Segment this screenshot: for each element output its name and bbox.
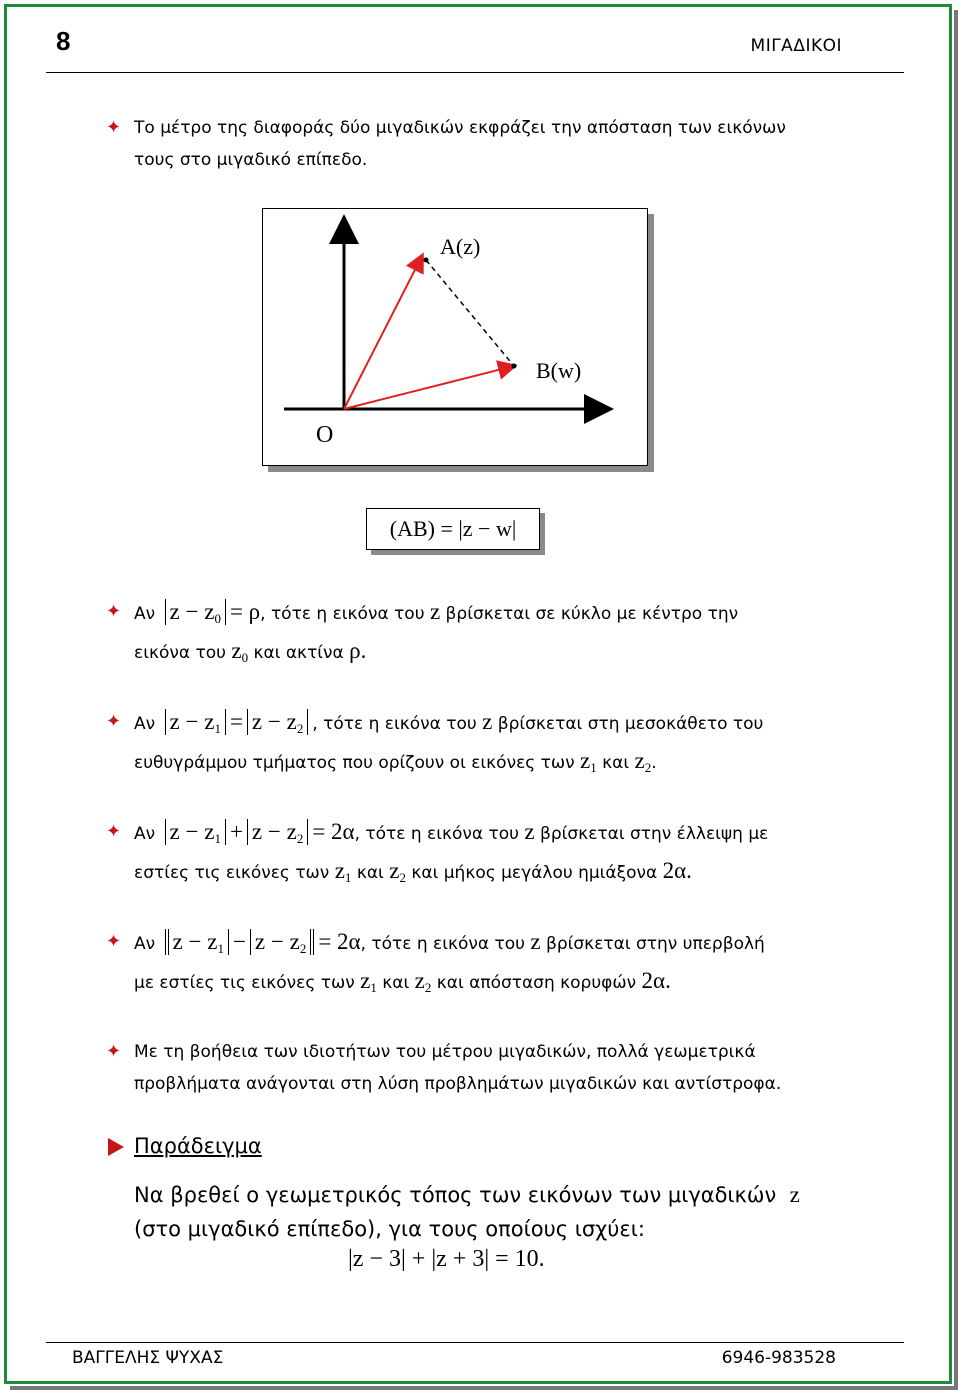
star-bullet-icon: ✦: [106, 601, 122, 622]
example-line-1: Να βρεθεί ο γεωμετρικός τόπος των εικόνων των μιγαδικών z: [134, 1182, 800, 1207]
var-z: z: [429, 599, 441, 624]
bullet-geometry: [108, 1036, 868, 1100]
bullet-circle-line-1: Αν $z - z_0 = \rho$, τότε η εικόνα του z βρίσκεται σε κύκλο με κέντρο την: [134, 599, 739, 626]
bullet-hyperbola-line-2: με εστίες τις εικόνες των $z_1$ και $z_2$ και απόσταση κορυφών 2α.: [134, 968, 671, 995]
bullet-geometry-line-1: Με τη βοήθεια των ιδιοτήτων του μέτρου μιγαδικών, πολλά γεωμετρικά: [134, 1042, 756, 1062]
footer-phone: 6946-983528: [721, 1348, 836, 1368]
point-b: [512, 364, 517, 369]
bullet-bisector-line-1: Αν $z - z_1 = z - z_2$ , τότε η εικόνα του z βρίσκεται στη μεσοκάθετο του: [134, 709, 764, 736]
vector-ob: [344, 366, 514, 409]
footer-author: ΒΑΓΓΕΛΗΣ ΨΥΧΑΣ: [72, 1348, 224, 1368]
intro-paragraph: [108, 112, 868, 176]
complex-plane-figure: [262, 208, 646, 464]
star-bullet-icon: ✦: [106, 1041, 122, 1062]
star-bullet-icon: ✦: [106, 931, 122, 952]
star-bullet-icon: ✦: [106, 711, 122, 732]
example-text: [134, 1178, 874, 1246]
star-bullet-icon: ✦: [106, 117, 122, 138]
footer-rule: [46, 1342, 904, 1343]
label-o: O: [316, 422, 334, 448]
text1: , τότε η εικόνα του: [260, 604, 430, 624]
bullet-hyperbola-line-1: Αν $z - z_1 - z - z_2 = 2\alpha$, τότε η εικόνα του z βρίσκεται στην υπερβολή: [134, 929, 765, 956]
bullet-ellipse: [108, 816, 868, 894]
bullet-ellipse-line-1: Αν $z - z_1 + z - z_2 = 2\alpha$, τότε η εικόνα του z βρίσκεται στην έλλειψη με: [134, 819, 769, 846]
star-bullet-icon: ✦: [106, 821, 122, 842]
example-title: Παράδειγμα: [134, 1134, 262, 1158]
segment-ab: [426, 260, 514, 366]
intro-line-1: Το μέτρο της διαφοράς δύο μιγαδικών εκφράζει την απόσταση των εικόνων: [134, 118, 786, 138]
intro-line-2: τους στο μιγαδικό επίπεδο.: [134, 150, 368, 170]
bullet-ellipse-line-2: εστίες τις εικόνες των $z_1$ και $z_2$ και μήκος μεγάλου ημιάξονα 2α.: [134, 858, 692, 885]
play-arrow-icon: [108, 1138, 124, 1156]
header-rule: [46, 72, 904, 73]
label-a: A(z): [440, 234, 481, 259]
bullet-bisector-line-2: ευθυγράμμου τμήματος που ορίζουν οι εικόνες των $z_1$ και $z_2$.: [134, 748, 657, 775]
bullet-circle-line-2: εικόνα του $z_0$ και ακτίνα ρ.: [134, 638, 367, 665]
page-number: 8: [56, 26, 71, 56]
example-line-2: (στο μιγαδικό επίπεδο), για τους οποίους ισχύει:: [134, 1217, 645, 1241]
example-equation: |z − 3| + |z + 3| = 10.: [348, 1246, 545, 1272]
bullet-hyperbola: [108, 926, 868, 1004]
point-a: [424, 258, 429, 263]
bullet-geometry-line-2: προβλήματα ανάγονται στη λύση προβλημάτων μιγαδικών και αντίστροφα.: [134, 1074, 782, 1094]
vector-oa: [344, 256, 422, 409]
bullet-circle: [108, 596, 868, 674]
prefix: Αν: [134, 604, 156, 624]
text2: βρίσκεται σε κύκλο με κέντρο την: [440, 604, 739, 624]
distance-formula-box: (AB) = |z − w|: [366, 508, 540, 550]
bullet-bisector: [108, 706, 868, 784]
label-b: B(w): [536, 358, 582, 383]
header-title: ΜΙΓΑΔΙΚΟΙ: [750, 36, 842, 56]
